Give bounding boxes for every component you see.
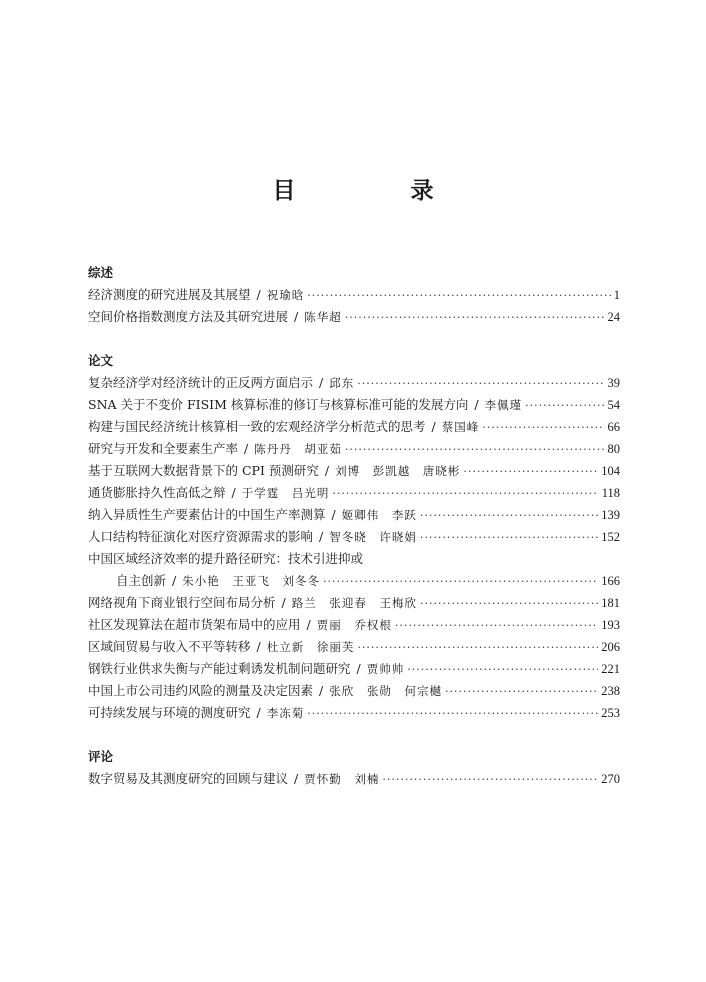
entry-title-line1: 中国区域经济效率的提升路径研究：技术引进抑或 bbox=[88, 551, 364, 566]
entry-separator: / bbox=[431, 419, 436, 434]
entry-title: 研究与开发和全要素生产率 bbox=[88, 441, 239, 456]
toc-entry[interactable] bbox=[88, 636, 620, 658]
toc-entry[interactable] bbox=[88, 306, 620, 328]
entry-authors: 贾丽 乔权根 bbox=[316, 618, 392, 632]
dot-leader bbox=[420, 593, 598, 615]
page-title: 目 录 bbox=[272, 178, 480, 204]
entry-separator: / bbox=[244, 441, 249, 456]
entry-title: SNA 关于不变价 FISIM 核算标准的修订与核算标准可能的发展方向 bbox=[88, 397, 469, 412]
dot-leader bbox=[482, 417, 604, 439]
entry-separator: / bbox=[294, 309, 299, 324]
entry-separator: / bbox=[256, 705, 261, 720]
toc-entry[interactable] bbox=[88, 460, 620, 482]
toc-entry[interactable] bbox=[88, 658, 620, 680]
entry-page-number: 193 bbox=[601, 618, 620, 632]
toc-entry[interactable] bbox=[88, 482, 620, 504]
entry-authors: 李冻菊 bbox=[266, 706, 305, 720]
entry-separator: / bbox=[231, 485, 236, 500]
entry-page-number: 221 bbox=[601, 662, 620, 676]
toc-entry-multiline[interactable] bbox=[88, 548, 620, 592]
entry-authors: 蔡国峰 bbox=[441, 420, 480, 434]
dot-leader bbox=[357, 637, 598, 659]
entry-title: 空间价格指数测度方法及其研究进展 bbox=[88, 309, 289, 324]
toc-entry[interactable] bbox=[88, 592, 620, 614]
dot-leader bbox=[332, 483, 598, 505]
entry-title: 纳入异质性生产要素估计的中国生产率测算 bbox=[88, 507, 326, 522]
dot-leader bbox=[445, 681, 598, 703]
entry-authors: 邱东 bbox=[329, 376, 355, 390]
toc-entry[interactable] bbox=[88, 284, 620, 306]
entry-title: 可持续发展与环境的测度研究 bbox=[88, 705, 251, 720]
dot-leader bbox=[407, 659, 598, 681]
entry-page-number: 54 bbox=[607, 398, 620, 412]
entry-separator: / bbox=[356, 661, 361, 676]
dot-leader bbox=[345, 307, 605, 329]
entry-page-number: 24 bbox=[607, 310, 620, 324]
entry-page-number: 139 bbox=[601, 508, 620, 522]
toc-section-review bbox=[88, 262, 620, 328]
entry-authors: 贾帅帅 bbox=[366, 662, 405, 676]
dot-leader bbox=[357, 373, 604, 395]
entry-title: 基于互联网大数据背景下的 CPI 预测研究 bbox=[88, 463, 319, 478]
entry-separator: / bbox=[306, 617, 311, 632]
entry-separator: / bbox=[331, 507, 336, 522]
dot-leader bbox=[323, 571, 598, 593]
entry-separator: / bbox=[319, 683, 324, 698]
entry-title: 复杂经济学对经济统计的正反两方面启示 bbox=[88, 375, 314, 390]
dot-leader bbox=[420, 505, 598, 527]
entry-authors: 刘博 彭凯越 唐晓彬 bbox=[335, 464, 461, 478]
entry-authors: 于学霆 吕光明 bbox=[241, 486, 330, 500]
entry-separator: / bbox=[256, 287, 261, 302]
toc-entry[interactable] bbox=[88, 526, 620, 548]
entry-page-number: 80 bbox=[607, 442, 620, 456]
entry-title: 钢铁行业供求失衡与产能过剩诱发机制问题研究 bbox=[88, 661, 351, 676]
entry-title: 通货膨胀持久性高低之辩 bbox=[88, 485, 226, 500]
toc-entry[interactable] bbox=[88, 768, 620, 790]
entry-separator: / bbox=[294, 771, 299, 786]
entry-page-number: 181 bbox=[601, 596, 620, 610]
section-heading: 综述 bbox=[88, 265, 114, 280]
entry-page-number: 152 bbox=[601, 530, 620, 544]
table-of-contents bbox=[88, 262, 620, 812]
entry-authors: 杜立新 徐丽芙 bbox=[266, 640, 355, 654]
entry-authors: 智冬晓 许晓娟 bbox=[329, 530, 417, 544]
entry-page-number: 66 bbox=[607, 420, 620, 434]
entry-separator: / bbox=[281, 595, 286, 610]
section-heading: 评论 bbox=[88, 749, 114, 764]
dot-leader bbox=[307, 703, 598, 725]
dot-leader bbox=[382, 769, 598, 791]
entry-separator: / bbox=[172, 573, 177, 588]
dot-leader bbox=[420, 527, 598, 549]
entry-title: 经济测度的研究进展及其展望 bbox=[88, 287, 251, 302]
entry-separator: / bbox=[256, 639, 261, 654]
entry-page-number: 206 bbox=[601, 640, 620, 654]
entry-separator: / bbox=[319, 375, 324, 390]
toc-entry[interactable] bbox=[88, 438, 620, 460]
entry-authors: 贾怀勤 刘楠 bbox=[304, 772, 380, 786]
toc-entry-continuation bbox=[88, 570, 620, 592]
entry-page-number: 238 bbox=[601, 684, 620, 698]
entry-title: 自主创新 bbox=[116, 573, 167, 588]
toc-section-commentary bbox=[88, 746, 620, 790]
dot-leader bbox=[463, 461, 598, 483]
entry-title: 社区发现算法在超市货架布局中的应用 bbox=[88, 617, 301, 632]
entry-authors: 姬卿伟 李跃 bbox=[341, 508, 417, 522]
entry-page-number: 253 bbox=[601, 706, 620, 720]
entry-page-number: 104 bbox=[601, 464, 620, 478]
entry-authors: 李佩瑾 bbox=[484, 398, 523, 412]
entry-title: 构建与国民经济统计核算相一致的宏观经济学分析范式的思考 bbox=[88, 419, 426, 434]
dot-leader bbox=[307, 285, 611, 307]
toc-entry[interactable] bbox=[88, 614, 620, 636]
entry-separator: / bbox=[474, 397, 479, 412]
entry-title: 区域间贸易与收入不平等转移 bbox=[88, 639, 251, 654]
entry-separator: / bbox=[324, 463, 330, 478]
toc-entry[interactable] bbox=[88, 372, 620, 394]
section-heading: 论文 bbox=[88, 353, 114, 368]
entry-page-number: 39 bbox=[607, 376, 620, 390]
entry-authors: 祝瑜晗 bbox=[266, 288, 305, 302]
toc-entry[interactable] bbox=[88, 504, 620, 526]
toc-entry[interactable] bbox=[88, 702, 620, 724]
entry-title: 人口结构特征演化对医疗资源需求的影响 bbox=[88, 529, 314, 544]
toc-entry[interactable] bbox=[88, 416, 620, 438]
dot-leader bbox=[525, 395, 604, 417]
entry-title: 网络视角下商业银行空间布局分析 bbox=[88, 595, 276, 610]
entry-page-number: 118 bbox=[601, 486, 620, 500]
entry-authors: 陈丹丹 胡亚茹 bbox=[254, 442, 342, 456]
toc-entry[interactable] bbox=[88, 394, 620, 416]
entry-authors: 陈华超 bbox=[304, 310, 342, 324]
toc-section-papers bbox=[88, 350, 620, 724]
entry-page-number: 166 bbox=[601, 574, 620, 588]
dot-leader bbox=[395, 615, 598, 637]
entry-separator: / bbox=[319, 529, 324, 544]
entry-page-number: 1 bbox=[613, 288, 620, 302]
entry-title: 中国上市公司违约风险的测量及决定因素 bbox=[88, 683, 314, 698]
entry-title: 数字贸易及其测度研究的回顾与建议 bbox=[88, 771, 289, 786]
toc-entry[interactable] bbox=[88, 680, 620, 702]
entry-authors: 张欣 张勋 何宗樾 bbox=[329, 684, 443, 698]
entry-authors: 路兰 张迎春 王梅欣 bbox=[291, 596, 418, 610]
entry-authors: 朱小艳 王亚飞 刘冬冬 bbox=[182, 574, 321, 588]
entry-page-number: 270 bbox=[601, 772, 620, 786]
dot-leader bbox=[345, 439, 605, 461]
